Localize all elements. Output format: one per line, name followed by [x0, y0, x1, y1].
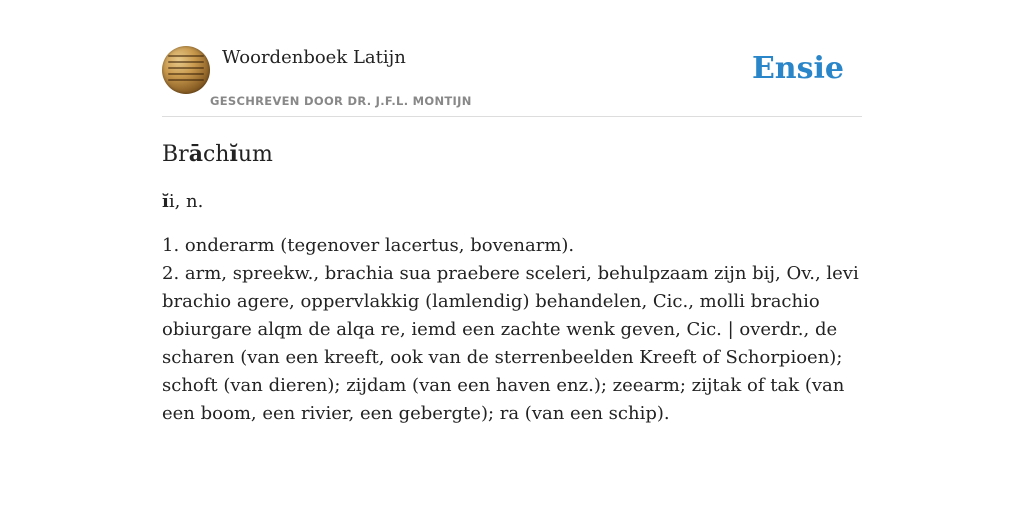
grammar-part: i, n.: [168, 191, 204, 212]
definition: [162, 232, 862, 428]
page-header: [162, 46, 862, 117]
brand-logo[interactable]: Ensie: [751, 51, 844, 86]
headword-part-bold: ĭ: [229, 141, 238, 167]
headword: [162, 141, 862, 167]
grammar-part-bold: ĭ: [162, 191, 169, 212]
grammar-info: [162, 191, 862, 212]
headword-part-bold: ā: [188, 141, 203, 167]
headword-part: Br: [162, 142, 189, 167]
book-title[interactable]: Woordenboek Latijn: [222, 47, 406, 68]
coin-logo-icon[interactable]: [162, 46, 210, 94]
article-container: [162, 46, 862, 428]
headword-part: ch: [202, 142, 230, 167]
headword-part: um: [237, 142, 273, 167]
sense-1: 1. onderarm (tegenover lacertus, bovenarm).: [162, 235, 575, 256]
logo-inscription: [168, 55, 204, 85]
author-line[interactable]: GESCHREVEN DOOR DR. J.F.L. MONTIJN: [210, 94, 472, 108]
sense-2: 2. arm, spreekw., brachia sua praebere sceleri, behulpzaam zijn bij, Ov., levi brachio agere, oppervlakkig (lamlendig) behandelen, Cic., molli brachio obiurgare alqm de alqa re, iemd een zachte wenk geven, Cic. | overdr., de scharen (van een kreeft, ook van de sterrenbeelden Kreeft of Schorpioen); schoft (van dieren); zijdam (van een haven enz.); zeearm; zijtak of tak (van een boom, een rivier, een gebergte); ra (van een schip).: [162, 263, 859, 424]
